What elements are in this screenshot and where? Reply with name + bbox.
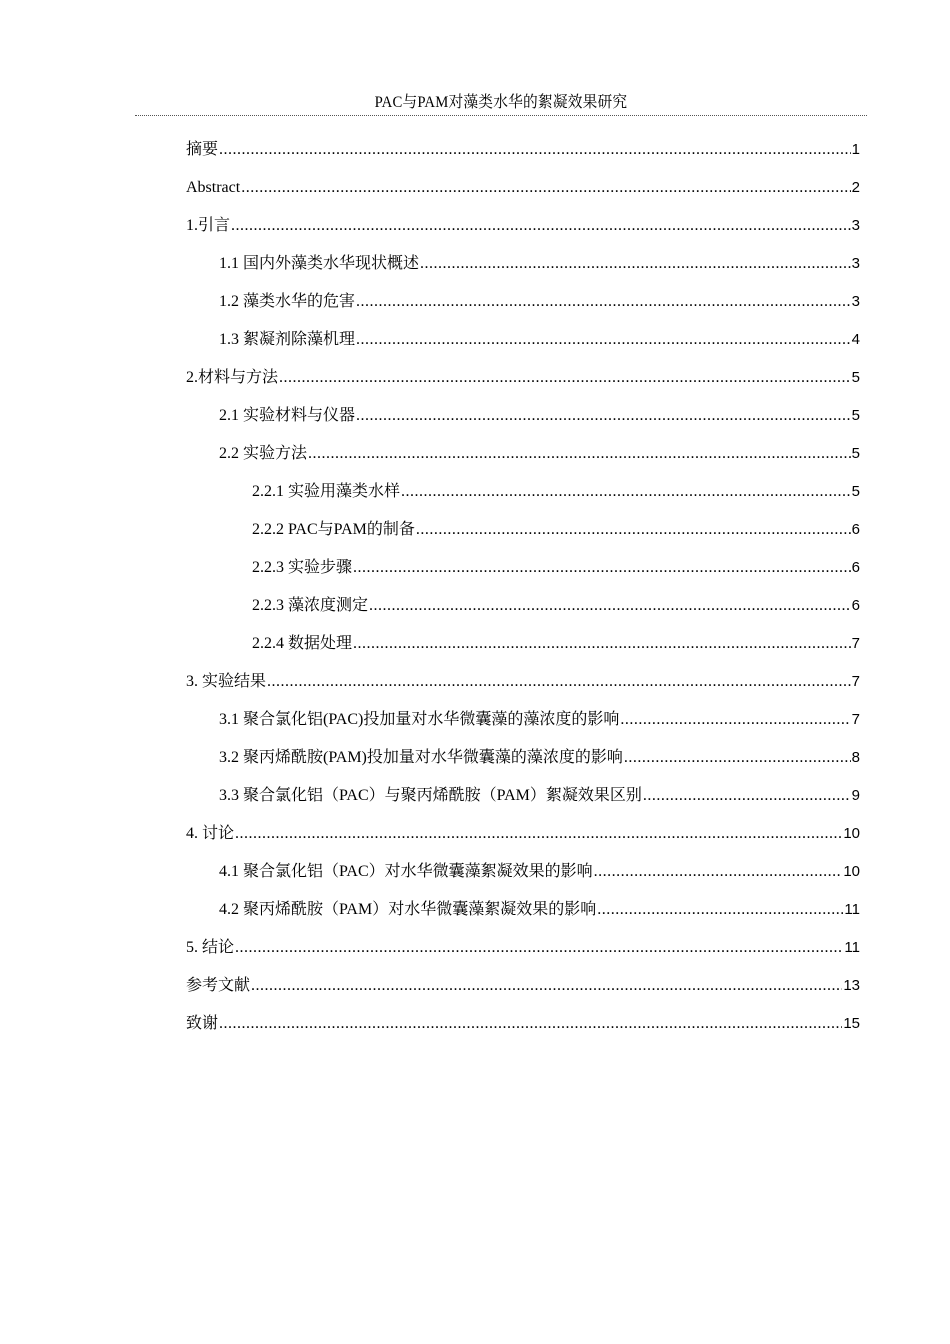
toc-leader-dots xyxy=(356,403,851,429)
toc-entry-5[interactable] xyxy=(186,935,860,973)
toc-entry-page: 11 xyxy=(844,939,860,956)
toc-entry-page: 11 xyxy=(844,901,860,918)
toc-leader-dots xyxy=(235,935,843,961)
toc-entry-2-2-2[interactable] xyxy=(186,517,860,555)
toc-entry-page: 7 xyxy=(851,635,860,652)
toc-entry-page: 5 xyxy=(851,445,860,462)
toc-leader-dots xyxy=(624,745,851,771)
toc-entry-page: 13 xyxy=(843,977,860,994)
toc-leader-dots xyxy=(597,897,843,923)
toc-leader-dots xyxy=(241,175,850,201)
toc-entry-title: 3.3 聚合氯化铝（PAC）与聚丙烯酰胺（PAM）絮凝效果区别 xyxy=(219,787,642,804)
toc-entry-title: 2.2.3 实验步骤 xyxy=(252,559,353,576)
toc-entry-3-3[interactable] xyxy=(186,783,860,821)
toc-entry-page: 5 xyxy=(851,407,860,424)
toc-entry-1[interactable] xyxy=(186,213,860,251)
toc-entry-2-2[interactable] xyxy=(186,441,860,479)
toc-entry-1-2[interactable] xyxy=(186,289,860,327)
toc-leader-dots xyxy=(416,517,851,543)
toc-entry-title: 1.引言 xyxy=(186,217,231,234)
toc-entry-page: 5 xyxy=(851,483,860,500)
toc-entry-page: 3 xyxy=(851,217,860,234)
toc-entry-2-2-1[interactable] xyxy=(186,479,860,517)
toc-entry-title: 4.1 聚合氯化铝（PAC）对水华微囊藻絮凝效果的影响 xyxy=(219,863,593,880)
toc-leader-dots xyxy=(401,479,851,505)
table-of-contents xyxy=(186,137,860,1049)
toc-entry-page: 3 xyxy=(851,293,860,310)
toc-entry-title: 2.2.2 PAC与PAM的制备 xyxy=(252,521,415,538)
toc-leader-dots xyxy=(594,859,843,885)
toc-entry-page: 6 xyxy=(851,597,860,614)
toc-entry-acknowledgements[interactable] xyxy=(186,1011,860,1049)
header-divider xyxy=(135,115,867,116)
toc-entry-title: 1.2 藻类水华的危害 xyxy=(219,293,356,310)
toc-leader-dots xyxy=(219,137,851,163)
toc-entry-page: 4 xyxy=(851,331,860,348)
toc-entry-title: 1.3 絮凝剂除藻机理 xyxy=(219,331,356,348)
toc-entry-title: 2.1 实验材料与仪器 xyxy=(219,407,356,424)
toc-entry-page: 6 xyxy=(851,559,860,576)
toc-entry-title: 3. 实验结果 xyxy=(186,673,267,690)
toc-entry-2-2-4[interactable] xyxy=(186,631,860,669)
toc-entry-3-1[interactable] xyxy=(186,707,860,745)
toc-leader-dots xyxy=(369,593,851,619)
toc-entry-abstract-en[interactable] xyxy=(186,175,860,213)
toc-entry-title: 5. 结论 xyxy=(186,939,235,956)
toc-entry-page: 9 xyxy=(851,787,860,804)
toc-leader-dots xyxy=(643,783,851,809)
toc-entry-title: 参考文献 xyxy=(186,977,251,994)
toc-entry-references[interactable] xyxy=(186,973,860,1011)
toc-entry-title: 2.2 实验方法 xyxy=(219,445,308,462)
toc-leader-dots xyxy=(420,251,851,277)
toc-entry-page: 7 xyxy=(851,711,860,728)
toc-entry-4[interactable] xyxy=(186,821,860,859)
toc-entry-title: 4.2 聚丙烯酰胺（PAM）对水华微囊藻絮凝效果的影响 xyxy=(219,901,597,918)
toc-leader-dots xyxy=(356,327,851,353)
toc-entry-2-2-3b[interactable] xyxy=(186,593,860,631)
toc-entry-title: 2.2.4 数据处理 xyxy=(252,635,353,652)
toc-leader-dots xyxy=(235,821,842,847)
toc-leader-dots xyxy=(353,631,851,657)
toc-leader-dots xyxy=(219,1011,842,1037)
toc-entry-page: 1 xyxy=(851,141,860,158)
toc-entry-4-1[interactable] xyxy=(186,859,860,897)
toc-entry-1-1[interactable] xyxy=(186,251,860,289)
toc-entry-title: 3.1 聚合氯化铝(PAC)投加量对水华微囊藻的藻浓度的影响 xyxy=(219,711,620,728)
toc-entry-page: 15 xyxy=(843,1015,860,1032)
toc-leader-dots xyxy=(620,707,850,733)
toc-entry-page: 6 xyxy=(851,521,860,538)
toc-entry-page: 7 xyxy=(851,673,860,690)
toc-entry-2[interactable] xyxy=(186,365,860,403)
page-header-title: PAC与PAM对藻类水华的絮凝效果研究 xyxy=(374,94,628,111)
toc-entry-page: 10 xyxy=(843,863,860,880)
toc-leader-dots xyxy=(356,289,851,315)
toc-leader-dots xyxy=(267,669,851,695)
toc-leader-dots xyxy=(279,365,851,391)
toc-entry-4-2[interactable] xyxy=(186,897,860,935)
toc-entry-abstract-cn[interactable] xyxy=(186,137,860,175)
toc-entry-title: 2.2.3 藻浓度测定 xyxy=(252,597,369,614)
toc-entry-title: 1.1 国内外藻类水华现状概述 xyxy=(219,255,420,272)
toc-leader-dots xyxy=(251,973,842,999)
toc-entry-title: 2.材料与方法 xyxy=(186,369,279,386)
toc-entry-page: 8 xyxy=(851,749,860,766)
toc-entry-title: 致谢 xyxy=(186,1015,219,1032)
toc-entry-1-3[interactable] xyxy=(186,327,860,365)
toc-entry-title: 2.2.1 实验用藻类水样 xyxy=(252,483,401,500)
toc-entry-page: 3 xyxy=(851,255,860,272)
toc-entry-title: 摘要 xyxy=(186,141,219,158)
toc-leader-dots xyxy=(308,441,851,467)
toc-entry-3[interactable] xyxy=(186,669,860,707)
toc-entry-2-1[interactable] xyxy=(186,403,860,441)
toc-leader-dots xyxy=(353,555,851,581)
toc-entry-page: 10 xyxy=(843,825,860,842)
toc-entry-title: 4. 讨论 xyxy=(186,825,235,842)
toc-entry-title: 3.2 聚丙烯酰胺(PAM)投加量对水华微囊藻的藻浓度的影响 xyxy=(219,749,623,766)
toc-entry-3-2[interactable] xyxy=(186,745,860,783)
toc-entry-page: 5 xyxy=(851,369,860,386)
toc-entry-title: Abstract xyxy=(186,179,241,196)
toc-leader-dots xyxy=(231,213,851,239)
toc-entry-page: 2 xyxy=(851,179,860,196)
toc-entry-2-2-3[interactable] xyxy=(186,555,860,593)
